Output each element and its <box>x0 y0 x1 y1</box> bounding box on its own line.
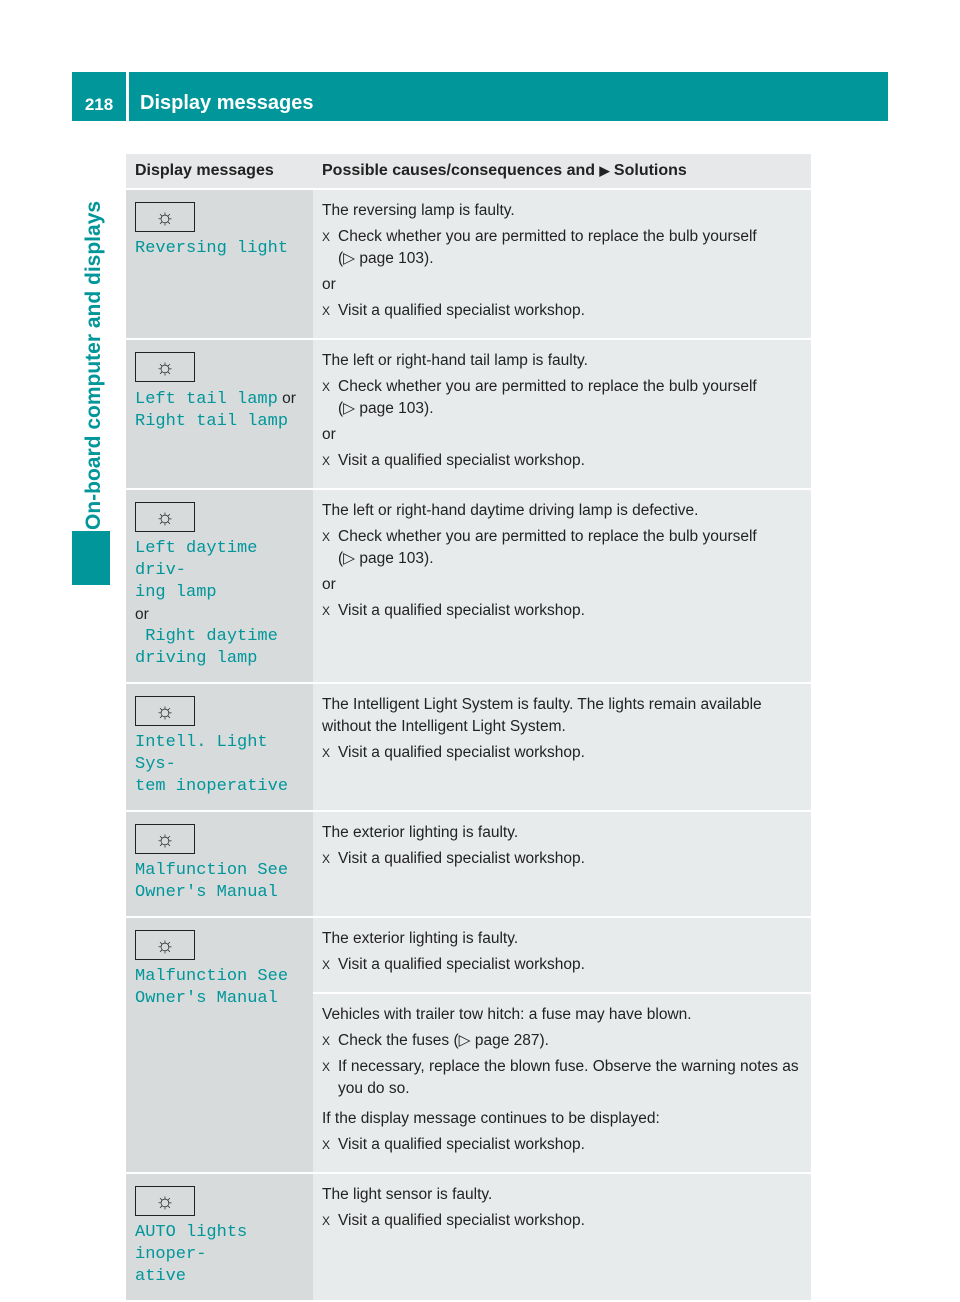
col-header-suffix: Solutions <box>613 162 687 179</box>
bulb-warning-icon: ☼ <box>135 352 195 382</box>
solution-cell <box>313 340 811 490</box>
table-header-row <box>126 154 811 190</box>
message-cell <box>126 340 313 490</box>
message-cell <box>126 812 313 918</box>
table-row <box>126 190 811 340</box>
col-header-solutions <box>313 154 811 190</box>
cause-text: The exterior lighting is faulty. <box>322 930 519 947</box>
solution-cell <box>313 1174 811 1302</box>
solution-cell <box>313 684 811 812</box>
solution-cell <box>313 812 811 918</box>
bulb-warning-icon: ☼ <box>135 696 195 726</box>
step-arrow-icon: X <box>322 304 331 318</box>
message-text: Left tail lamp <box>135 390 278 409</box>
bulb-warning-icon: ☼ <box>135 202 195 232</box>
step-item: X Visit a qualified specialist workshop. <box>322 600 802 622</box>
solution-cell <box>313 490 811 684</box>
message-text: driving lamp <box>135 649 258 668</box>
table-row <box>126 1174 811 1302</box>
note-text: If the display message continues to be displayed: <box>322 1110 660 1127</box>
step-item: X Visit a qualified specialist workshop. <box>322 954 802 976</box>
page-number: 218 <box>84 95 114 114</box>
bulb-warning-icon: ☼ <box>135 824 195 854</box>
cause-text: The exterior lighting is faulty. <box>322 824 519 841</box>
or-text: or <box>322 426 336 443</box>
step-item: X If necessary, replace the blown fuse. Observe the warning notes as you do so. <box>322 1058 799 1097</box>
step-item: X Check whether you are permitted to replace the bulb yourself (▷ page 103). <box>322 228 757 267</box>
step-arrow-icon: X <box>322 454 331 468</box>
step-arrow-icon: X <box>322 604 331 618</box>
message-text: Left daytime driv‐ <box>135 539 258 580</box>
or-text: or <box>322 576 336 593</box>
bulb-warning-icon: ☼ <box>135 930 195 960</box>
table-row <box>126 684 811 812</box>
side-color-block <box>72 531 110 585</box>
solution-cell <box>313 190 811 340</box>
message-text: Reversing light <box>135 239 289 258</box>
step-arrow-icon: X <box>322 380 331 394</box>
step-arrow-icon: X <box>322 1138 331 1152</box>
step-item: X Check whether you are permitted to replace the bulb yourself (▷ page 103). <box>322 378 757 417</box>
header-divider <box>126 72 129 121</box>
step-item: X Check the fuses (▷ page 287). <box>322 1030 802 1052</box>
step-item: X Visit a qualified specialist workshop. <box>322 742 802 764</box>
step-arrow-icon: X <box>322 1060 331 1074</box>
message-cell <box>126 684 313 812</box>
message-text: Malfunction See <box>135 967 289 986</box>
page-title: Display messages <box>140 92 314 114</box>
solution-cell <box>313 994 811 1174</box>
message-text: Right daytime <box>135 627 278 646</box>
side-chapter-title: On-board computer and displays <box>82 200 105 530</box>
or-text: or <box>322 276 336 293</box>
table-row <box>126 340 811 490</box>
col-header-messages: Display messages <box>126 154 313 190</box>
or-text: or <box>135 606 149 623</box>
step-item: X Visit a qualified specialist workshop. <box>322 1210 802 1232</box>
or-text: or <box>282 390 296 407</box>
step-item: X Visit a qualified specialist workshop. <box>322 848 802 870</box>
step-arrow-icon: X <box>322 1034 331 1048</box>
step-arrow-icon: X <box>322 530 331 544</box>
step-item: X Visit a qualified specialist workshop. <box>322 450 802 472</box>
cause-text: The left or right-hand daytime driving lamp is defective. <box>322 502 699 519</box>
table-row <box>126 812 811 918</box>
step-arrow-icon: X <box>322 852 331 866</box>
message-text: Malfunction See <box>135 861 289 880</box>
cause-text: The left or right-hand tail lamp is faulty. <box>322 352 588 369</box>
bulb-warning-icon: ☼ <box>135 1186 195 1216</box>
col-header-prefix: Possible causes/consequences and <box>322 162 596 179</box>
step-item: X Visit a qualified specialist workshop. <box>322 300 802 322</box>
message-cell <box>126 190 313 340</box>
step-arrow-icon: X <box>322 1214 331 1228</box>
message-cell <box>126 918 313 1174</box>
message-text: Intell. Light Sys‐ <box>135 733 268 774</box>
message-cell <box>126 490 313 684</box>
message-text: ative <box>135 1267 187 1286</box>
table-row <box>126 918 811 994</box>
cause-text: The reversing lamp is faulty. <box>322 202 515 219</box>
cause-text: The Intelligent Light System is faulty. The lights remain available without the Intelligent Light System. <box>322 696 762 735</box>
step-item: X Visit a qualified specialist workshop. <box>322 1134 802 1156</box>
message-cell <box>126 1174 313 1302</box>
message-text: AUTO lights inoper‐ <box>135 1223 248 1264</box>
message-text: Owner's Manual <box>135 989 278 1008</box>
cause-text: The light sensor is faulty. <box>322 1186 493 1203</box>
message-text: ing lamp <box>135 583 217 602</box>
display-messages-table <box>126 154 811 1302</box>
table-row <box>126 490 811 684</box>
message-text: Right tail lamp <box>135 412 289 431</box>
step-arrow-icon: X <box>322 746 331 760</box>
bulb-warning-icon: ☼ <box>135 502 195 532</box>
step-arrow-icon: X <box>322 230 331 244</box>
step-arrow-icon: X <box>322 958 331 972</box>
message-text: Owner's Manual <box>135 883 278 902</box>
cause-text: Vehicles with trailer tow hitch: a fuse may have blown. <box>322 1006 692 1023</box>
step-item: X Check whether you are permitted to replace the bulb yourself (▷ page 103). <box>322 528 757 567</box>
solution-cell <box>313 918 811 994</box>
message-text: tem inoperative <box>135 777 289 796</box>
solution-arrow-icon: ▶ <box>599 163 610 178</box>
